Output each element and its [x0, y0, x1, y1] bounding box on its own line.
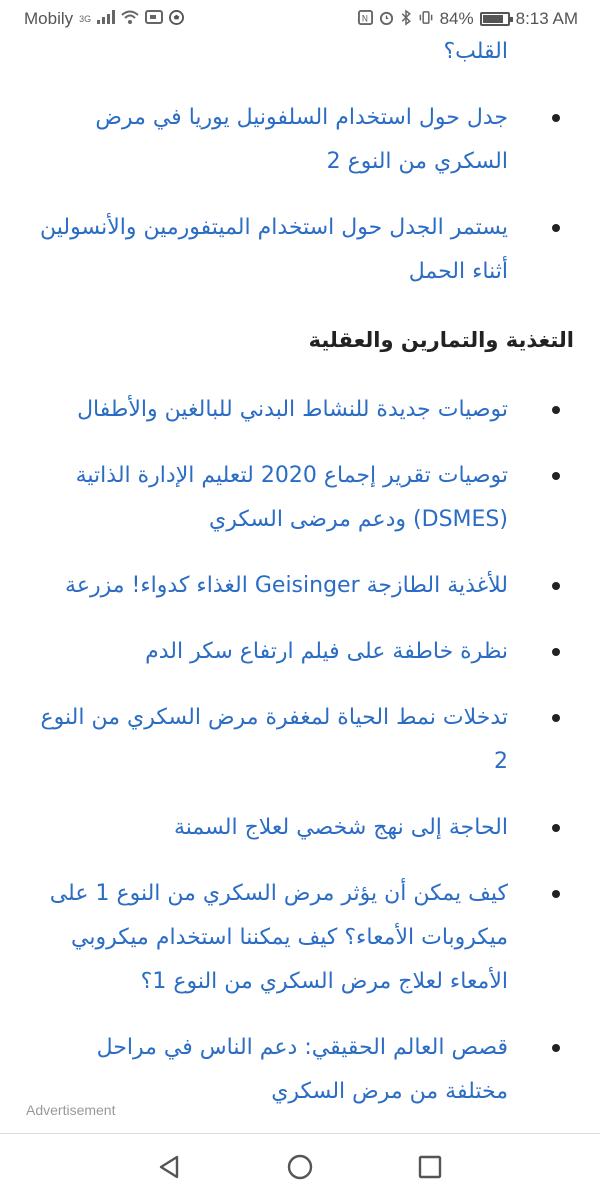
sim-icon — [145, 10, 163, 28]
section-link-list — [0, 388, 600, 1114]
back-icon[interactable] — [155, 1152, 185, 1182]
recents-icon[interactable] — [415, 1152, 445, 1182]
network-type: 3G — [79, 14, 92, 24]
advertisement-label: Advertisement — [26, 1102, 116, 1118]
section-heading: التغذية والتمارين والعقلية — [308, 328, 574, 352]
article-link[interactable]: توصيات تقرير إجماع 2020 لتعليم الإدارة الذاتية (DSMES) ودعم مرضى السكري — [75, 463, 508, 532]
article-link[interactable]: جدل حول استخدام السلفونيل يوريا في مرض السكري من النوع 2 — [95, 105, 508, 174]
list-item[interactable] — [40, 564, 560, 608]
list-item[interactable] — [40, 206, 560, 294]
article-link[interactable]: للأغذية الطازجة Geisinger الغذاء كدواء! مزرعة — [65, 573, 508, 598]
article-link[interactable]: قصص العالم الحقيقي: دعم الناس في مراحل مختلفة من مرض السكري — [96, 1035, 508, 1104]
list-item[interactable] — [40, 872, 560, 1004]
soccer-icon — [169, 10, 184, 29]
list-item[interactable] — [40, 454, 560, 542]
clock: 8:13 AM — [515, 9, 578, 28]
battery-percent: 84% — [439, 9, 474, 28]
carrier-name: Mobily — [24, 9, 74, 28]
battery-icon — [480, 12, 510, 26]
article-content — [0, 38, 600, 1133]
article-link[interactable]: نظرة خاطفة على فيلم ارتفاع سكر الدم — [145, 639, 508, 664]
list-item[interactable] — [40, 1026, 560, 1114]
article-link[interactable]: يستمر الجدل حول استخدام الميتفورمين والأنسولين أثناء الحمل — [40, 215, 508, 284]
top-link-list — [0, 30, 600, 294]
status-left — [24, 9, 184, 29]
list-item[interactable] — [40, 96, 560, 184]
svg-text:N: N — [361, 12, 368, 23]
article-link[interactable]: كيف يمكن أن يؤثر مرض السكري من النوع 1 على ميكروبات الأمعاء؟ كيف يمكننا استخدام ميكروبي الأمعاء لعلاج مرض السكري من النوع 1؟ — [49, 881, 508, 994]
list-item[interactable] — [40, 806, 560, 850]
nfc-icon — [358, 10, 373, 29]
article-link[interactable]: الحاجة إلى نهج شخصي لعلاج السمنة — [174, 815, 508, 840]
article-link[interactable]: القلب؟ — [443, 39, 508, 64]
wifi-icon — [121, 10, 139, 28]
home-icon[interactable] — [285, 1152, 315, 1182]
navigation-bar — [0, 1134, 600, 1200]
list-item[interactable] — [40, 630, 560, 674]
list-item[interactable] — [40, 30, 560, 74]
status-right — [358, 9, 578, 29]
bluetooth-icon — [400, 10, 412, 29]
article-link[interactable]: توصيات جديدة للنشاط البدني للبالغين والأطفال — [77, 397, 508, 422]
list-item[interactable] — [40, 696, 560, 784]
vibrate-icon — [418, 10, 434, 29]
list-item[interactable] — [40, 388, 560, 432]
alarm-icon — [379, 10, 394, 29]
article-link[interactable]: تدخلات نمط الحياة لمغفرة مرض السكري من النوع 2 — [40, 705, 508, 774]
signal-icon — [97, 10, 115, 28]
